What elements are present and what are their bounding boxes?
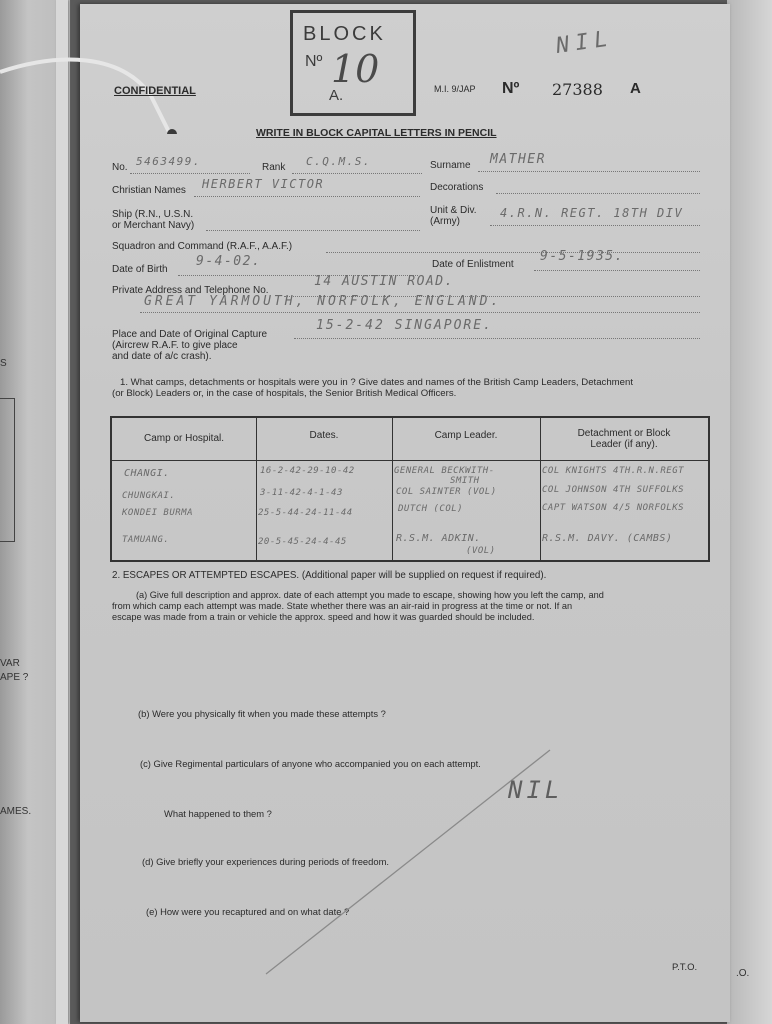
string-tie-icon (0, 34, 200, 134)
enlistment-line (534, 270, 700, 271)
handwritten-nil-top: NIL (554, 26, 616, 59)
header-detachment-2: Leader (if any). (590, 439, 658, 450)
capture-label-2: (Aircrew R.A.F. to give place (112, 340, 238, 351)
row-4-detachment: R.S.M. DAVY. (CAMBS) (542, 533, 673, 544)
form-number: 27388 (552, 80, 603, 99)
question-2b: (b) Were you physically fit when you made these attempts ? (138, 708, 386, 719)
left-fragment-2: VAR (0, 658, 20, 669)
row-4-leader: R.S.M. ADKIN. (396, 533, 481, 544)
address-label: Private Address and Telephone No. (112, 285, 269, 296)
row-3-camp: KONDEI BURMA (122, 508, 194, 518)
left-fragment-3: APE ? (0, 672, 29, 683)
row-3-detachment: CAPT WATSON 4/5 NORFOLKS (542, 503, 685, 513)
question-2e: (e) How were you recaptured and on what date ? (146, 906, 350, 917)
capture-label-3: and date of a/c crash). (112, 351, 212, 362)
block-stamp (290, 10, 416, 116)
pto-label: P.T.O. (672, 962, 698, 973)
camps-table (110, 416, 710, 562)
ship-label-2: or Merchant Navy) (112, 220, 195, 231)
row-1b-leader: SMITH (450, 476, 480, 486)
instruction-heading: WRITE IN BLOCK CAPITAL LETTERS IN PENCIL (256, 127, 497, 139)
stamp-line-3: A. (329, 87, 344, 104)
question-2d: (d) Give briefly your experiences during periods of freedom. (142, 856, 389, 867)
row-1-detachment: COL KNIGHTS 4TH.R.N.REGT (542, 466, 685, 476)
ship-label-1: Ship (R.N., U.S.N. (112, 209, 194, 220)
squadron-line (326, 252, 700, 253)
surname-value: MATHER (490, 152, 546, 167)
row-3-leader: DUTCH (COL) (398, 504, 464, 514)
rank-line (292, 173, 422, 174)
dob-label: Date of Birth (112, 264, 168, 275)
unit-label-2: (Army) (430, 216, 460, 227)
christian-names-label: Christian Names (112, 185, 186, 196)
row-2-detachment: COL JOHNSON 4TH SUFFOLKS (542, 485, 685, 495)
row-2-camp: CHUNGKAI. (122, 491, 176, 501)
address-value-2: GREAT YARMOUTH, NORFOLK, ENGLAND. (144, 294, 502, 309)
question-2a-line-1: (a) Give full description and approx. date of each attempt you made to escape, showing how you left the camp, and (136, 590, 604, 600)
confidential-label: CONFIDENTIAL (114, 85, 196, 97)
number-label: Nº (502, 80, 520, 97)
mi-reference: M.I. 9/JAP (434, 84, 476, 94)
left-fragment-box (0, 398, 15, 542)
stamp-line-2: Nº (305, 53, 323, 70)
row-1-camp: CHANGI. (124, 468, 170, 479)
christian-names-line (194, 196, 420, 197)
row-2-leader: COL SAINTER (VOL) (396, 487, 497, 497)
capture-label-1: Place and Date of Original Capture (112, 329, 268, 340)
surname-line (478, 171, 700, 172)
left-fragment-4: AMES. (0, 806, 32, 817)
rank-value: C.Q.M.S. (306, 155, 371, 168)
right-background-page (727, 0, 772, 1024)
question-1-line-1: 1. What camps, detachments or hospitals were you in ? Give dates and names of the British Camp Leaders, Detachment (120, 377, 633, 388)
header-leader: Camp Leader. (434, 430, 498, 441)
row-4-dates: 20-5-45-24-4-45 (258, 537, 347, 547)
form-sheet (80, 4, 730, 1022)
row-4b-leader: (VOL) (466, 546, 496, 556)
form-suffix: A (630, 80, 641, 97)
question-2c-followup: What happened to them ? (164, 808, 272, 819)
question-2-title: 2. ESCAPES OR ATTEMPTED ESCAPES. (Additional paper will be supplied on request if required). (112, 570, 547, 581)
question-2a-line-2: from which camp each attempt was made. State whether there was an air-raid in progress at the time or not. If an (112, 601, 573, 611)
ship-line (206, 230, 420, 231)
no-line (130, 173, 250, 174)
right-fragment: .O. (736, 968, 750, 979)
decorations-line (496, 193, 700, 194)
unit-label-1: Unit & Div. (430, 205, 477, 216)
left-page-edge (56, 0, 68, 1024)
capture-line (294, 338, 700, 339)
row-3-dates: 25-5-44-24-11-44 (258, 508, 353, 518)
surname-label: Surname (430, 160, 471, 171)
christian-names-value: HERBERT VICTOR (202, 177, 325, 191)
row-2-dates: 3-11-42-4-1-43 (260, 488, 343, 498)
rank-label: Rank (262, 162, 286, 173)
stamp-line-1: BLOCK (303, 23, 386, 45)
question-1-line-2: (or Block) Leaders or, in the case of hospitals, the Senior British Medical Officers. (112, 388, 457, 399)
header-camp: Camp or Hospital. (143, 433, 225, 444)
address-value-1: 14 AUSTIN ROAD. (314, 274, 454, 289)
handwritten-nil-answer: NIL (508, 776, 564, 804)
row-1-leader: GENERAL BECKWITH- (394, 466, 495, 476)
question-2c: (c) Give Regimental particulars of anyone who accompanied you on each attempt. (140, 758, 481, 769)
squadron-label: Squadron and Command (R.A.F., A.A.F.) (112, 241, 293, 252)
unit-line (490, 225, 700, 226)
dob-value: 9-4-02. (196, 254, 262, 269)
no-label: No. (112, 162, 128, 173)
capture-value: 15-2-42 SINGAPORE. (316, 318, 493, 333)
address-line-2 (140, 312, 700, 313)
enlistment-value: 9-5-1935. (540, 249, 624, 264)
left-fragment-1: S (0, 358, 7, 369)
stamp-number: 10 (331, 47, 380, 91)
no-value: 5463499. (136, 155, 201, 168)
unit-value: 4.R.N. REGT. 18TH DIV (500, 206, 684, 220)
header-detachment-1: Detachment or Block (577, 428, 671, 439)
row-1-dates: 16-2-42-29-10-42 (260, 466, 355, 476)
decorations-label: Decorations (430, 182, 484, 193)
row-4-camp: TAMUANG. (122, 535, 170, 545)
header-dates: Dates. (309, 430, 339, 441)
table-header-divider (112, 460, 708, 461)
question-2a-line-3: escape was made from a train or vehicle the approx. speed and how it was guarded should be included. (112, 612, 535, 622)
enlistment-label: Date of Enlistment (432, 259, 514, 270)
